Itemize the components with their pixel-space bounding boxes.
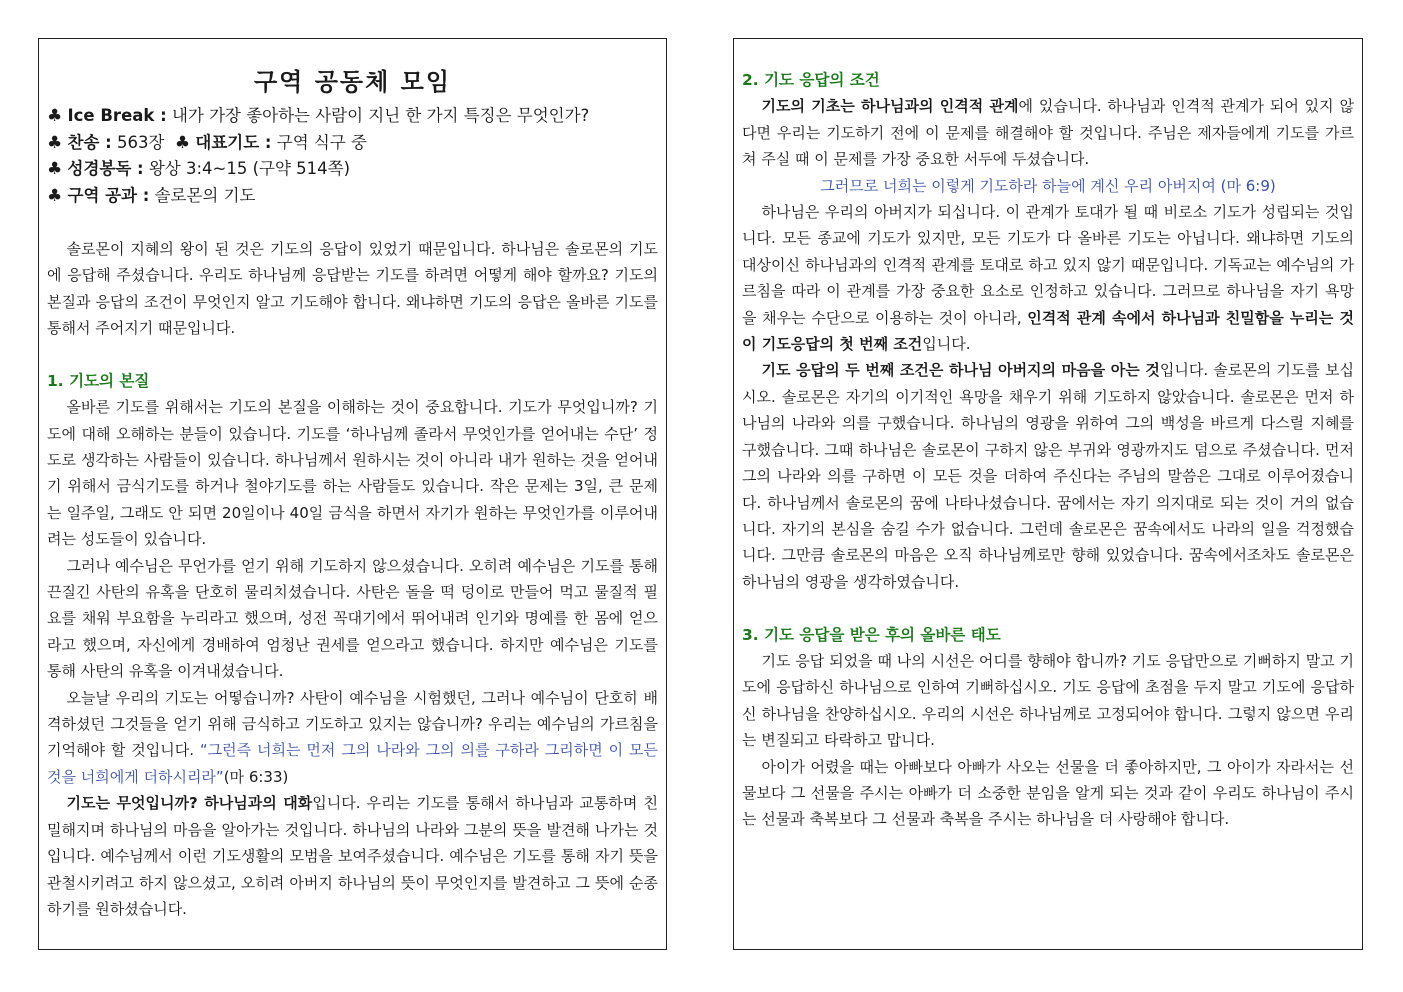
club-icon: ♣ [47, 132, 63, 153]
section-heading-3: 3. 기도 응답을 받은 후의 올바른 태도 [742, 625, 1001, 644]
bold-text: 인격적 관계 속에서 하나님과 친밀함을 누리는 것이 기도응답의 첫 번째 조건 [742, 308, 1354, 354]
paragraph-text: 에 있습니다. 하나님과 인격적 관계가 되어 있지 않다면 우리는 기도하기 전에 이 문제를 해결해야 할 것입니다. 주님은 제자들에게 기도를 가르쳐 주실 때 이 문제를 가장 중요한 서두에 두셨습니다. [742, 97, 1354, 169]
paragraph-text: 입니다. 우리는 기도를 통해서 하나님과 교통하며 친밀해지며 하나님의 마음을 알아가는 것입니다. 하나님의 나라와 그분의 뜻을 발견해 나가는 것입니다. 예수님께서 이런 기도생활의 모범을 보여주셨습니다. 예수님은 기도를 통해 자기 뜻을 관철시키려고 하지 않으셨고, 오히려 아버지 하나님의 뜻이 무엇인지를 발견하고 그 뜻에 순종하기를 원하셨습니다. [47, 794, 658, 918]
paragraph [47, 790, 658, 922]
paragraph: 기도 응답 되었을 때 나의 시선은 어디를 향해야 합니까? 기도 응답만으로 기뻐하지 말고 기도에 응답하신 하나님으로 인하여 기뻐하십시오. 기도 응답에 초점을 두지 말고 기도에 응답하신 하나님을 찬양하십시오. 우리의 시선은 하나님께로 고정되어야 합니다. 그렇지 않으면 우리는 변질되고 타락하고 맙니다. [742, 651, 1354, 750]
paragraph [47, 685, 658, 791]
scripture-quote: “그런즉 너희는 먼저 그의 나라와 그의 의를 구하라 그리하면 이 모든 것을 너희에게 더하시리라” [47, 741, 658, 786]
page-title: 구역 공동체 모임 [254, 68, 451, 96]
club-icon: ♣ [47, 185, 63, 206]
lesson-text: 솔로몬의 기도 [154, 185, 256, 205]
section-heading-1: 1. 기도의 본질 [47, 371, 150, 390]
bible-text: 왕상 3:4~15 (구약 514쪽) [148, 159, 351, 179]
paragraph-text: 오늘날 우리의 기도는 어떻습니까? 사탄이 예수님을 시험했던, 그러나 예수님이 단호히 배격하셨던 그것들을 얻기 위해 금식하고 기도하고 있지는 않습니까? 우리는 예수님의 가르침을 기억해야 할 것입니다. [47, 688, 658, 760]
paragraph-text: 하나님은 우리의 아버지가 되십니다. 이 관계가 토대가 될 때 비로소 기도가 성립되는 것입니다. 모든 종교에 기도가 있지만, 모든 기도가 다 올바른 기도는 아닙니다. 왜냐하면 기도의 대상이신 하나님과의 인격적 관계를 토대로 하고 있지 않기 때문입니다. 기독교는 예수님의 가르침을 따라 이 관계를 가장 중요한 요소로 인정하고 있습니다. 그러므로 하나님을 자기 욕망을 채우는 수단으로 이용하는 것이 아니라, [742, 203, 1354, 327]
intro-paragraph: 솔로몬이 지혜의 왕이 된 것은 기도의 응답이 있었기 때문입니다. 하나님은 솔로몬의 기도에 응답해 주셨습니다. 우리도 하나님께 응답받는 기도를 하려면 어떻게 해야 할까요? 기도의 본질과 응답의 조건이 무엇인지 알고 기도해야 합니다. 왜냐하면 기도의 응답은 올바른 기도를 통해서 주어지기 때문입니다. [47, 239, 658, 337]
club-icon: ♣ [47, 159, 63, 180]
prayer-text: 구역 식구 중 [276, 132, 367, 152]
club-icon: ♣ [47, 106, 63, 126]
left-page [38, 38, 667, 950]
paragraph [742, 357, 1354, 595]
bold-text: 기도는 무엇입니까? 하나님과의 대화 [66, 794, 313, 813]
hymn-label: 찬송 : [67, 132, 112, 152]
hymn-text: 563장 [116, 132, 165, 152]
paragraph-text: 입니다. 솔로몬의 기도를 보십시오. 솔로몬은 자기의 이기적인 욕망을 채우기 위해 기도하지 않았습니다. 솔로몬은 먼저 하나님의 나라와 의를 구했습니다. 하나님의 영광을 위하여 그의 백성을 바르게 다스릴 지혜를 구했습니다. 그때 하나님은 솔로몬이 구하지 않은 부귀와 영광까지도 덤으로 주셨습니다. 먼저 그의 나라와 의를 구하면 이 모든 것을 더하여 주신다는 주님의 말씀은 그대로 이루어졌습니다. 하나님께서 솔로몬의 꿈에 나타나셨습니다. 꿈에서는 자기 의지대로 되는 것이 거의 없습니다. 자기의 본심을 숨길 수가 없습니다. 그런데 솔로몬은 꿈속에서도 나라의 일을 걱정했습니다. 그만큼 솔로몬의 마음은 오직 하나님께로만 향해 있었습니다. 꿈속에서조차도 솔로몬은 하나님의 영광을 생각하였습니다. [742, 361, 1354, 591]
icebreak-text: 내가 가장 좋아하는 사람이 지닌 한 가지 특징은 무엇인가? [171, 106, 590, 125]
paragraph: 아이가 어렸을 때는 아빠보다 아빠가 사오는 선물을 더 좋아하지만, 그 아이가 자라서는 선물보다 그 선물을 주시는 아빠가 더 소중한 분임을 알게 되는 것과 같이 우리도 하나님이 주시는 선물과 축복보다 그 선물과 축복을 주시는 하나님을 더 사랑해야 합니다. [742, 757, 1354, 829]
bible-label: 성경봉독 : [67, 159, 144, 179]
paragraph-text: 입니다. [922, 335, 971, 354]
club-icon: ♣ [174, 132, 191, 153]
paragraph: 그러나 예수님은 무언가를 얻기 위해 기도하지 않으셨습니다. 오히려 예수님은 기도를 통해 끈질긴 사탄의 유혹을 단호히 물리치셨습니다. 사탄은 돌을 떡 덩이로 만들어 먹고 물질적 필요를 채워 부요함을 누리라고 했으며, 성전 꼭대기에서 뛰어내려 인기와 명예를 한 몸에 얻으라고 했으며, 자신에게 경배하여 엄청난 권세를 얻으라고 했습니다. 하지만 예수님은 기도를 통해 사탄의 유혹을 이겨내셨습니다. [47, 556, 658, 681]
paragraph [742, 199, 1354, 357]
lesson-label: 구역 공과 : [67, 185, 150, 205]
icebreak-line [47, 103, 658, 130]
prayer-label: 대표기도 : [195, 132, 272, 152]
bible-line [47, 156, 658, 183]
scripture-ref: (마 6:33) [223, 767, 289, 786]
paragraph [742, 93, 1354, 172]
bold-text: 기도의 기초는 하나님과의 인격적 관계 [761, 97, 1019, 116]
scripture-verse: 그러므로 너희는 이렇게 기도하라 하늘에 계신 우리 아버지여 (마 6:9) [820, 176, 1276, 195]
right-page [733, 38, 1363, 950]
lesson-line [47, 183, 658, 210]
section-heading-2: 2. 기도 응답의 조건 [742, 71, 880, 89]
icebreak-label: Ice Break : [67, 106, 167, 125]
hymn-line [47, 130, 658, 157]
paragraph: 올바른 기도를 위해서는 기도의 본질을 이해하는 것이 중요합니다. 기도가 무엇입니까? 기도에 대해 오해하는 분들이 있습니다. 기도를 ‘하나님께 졸라서 무엇인가를 얻어내는 수단’ 정도로 생각하는 사람들이 있습니다. 하나님께서 원하시는 것이 아니라 내가 원하는 것을 얻어내기 위해서 금식기도를 하거나 철야기도를 하는 사람들도 있습니다. 작은 문제는 3일, 큰 문제는 일주일, 그래도 안 되면 20일이나 40일 금식을 하면서 자기가 원하는 무엇인가를 이루어내려는 성도들이 있습니다. [47, 398, 658, 549]
bold-text: 기도 응답의 두 번째 조건은 하나님 아버지의 마음을 아는 것 [761, 361, 1160, 380]
